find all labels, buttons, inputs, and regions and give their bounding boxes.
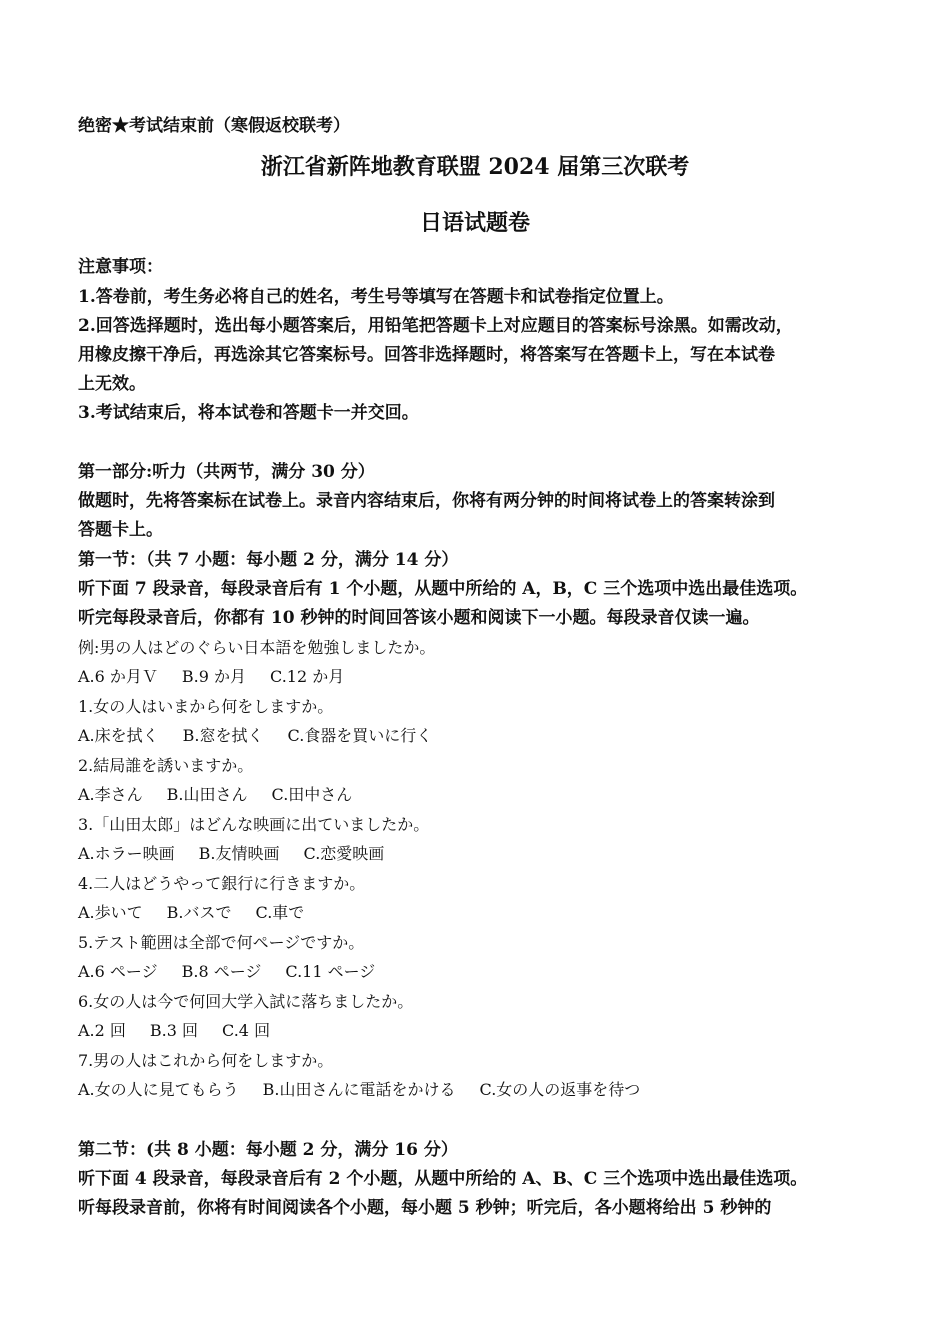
example-option-a: A.6 か月Ｖ (78, 667, 158, 686)
question-7-option-a: A.女の人に見てもらう (78, 1080, 239, 1099)
question-2-option-b: B.山田さん (166, 785, 248, 804)
question-3-options (78, 844, 384, 863)
question-5-option-a: A.6 ページ (78, 962, 158, 981)
question-3-option-c: C.恋愛映画 (303, 844, 385, 863)
question-4-options (78, 903, 304, 922)
example-options (78, 667, 344, 686)
section2-instruction-line-2: 听每段录音前，你将有时间阅读各个小题，每小题 5 秒钟；听完后，各小题将给出 5 秒钟的 (78, 1198, 772, 1218)
section2-instruction-line-1: 听下面 4 段录音，每段录音后有 2 个小题，从题中所给的 A、B、C 三个选项中选出最佳选项。 (78, 1169, 808, 1189)
notes-item-2-line-1: 2.回答选择题时，选出每小题答案后，用铅笔把答题卡上对应题目的答案标号涂黑。如需改动， (78, 316, 793, 336)
question-2-option-c: C.田中さん (271, 785, 353, 804)
example-question: 例:男の人はどのぐらい日本語を勉強しましたか。 (78, 638, 436, 657)
question-1-option-a: A.床を拭く (78, 726, 159, 745)
question-3-option-b: B.友情映画 (198, 844, 280, 863)
section1-instruction-line-1: 听下面 7 段录音，每段录音后有 1 个小题，从题中所给的 A，B，C 三个选项中选出最佳选项。 (78, 579, 808, 599)
question-2-option-a: A.李さん (78, 785, 143, 804)
question-3-option-a: A.ホラー映画 (78, 844, 175, 863)
exam-title: 浙江省新阵地教育联盟 2024 届第三次联考 (260, 154, 690, 180)
question-3: 3.「山田太郎」はどんな映画に出ていましたか。 (78, 815, 430, 834)
question-1-options (78, 726, 432, 745)
notes-item-3: 3.考试结束后，将本试卷和答题卡一并交回。 (78, 403, 419, 423)
question-4: 4.二人はどうやって銀行に行きますか。 (78, 874, 366, 893)
question-4-option-c: C.車で (255, 903, 305, 922)
part1-heading: 第一部分:听力（共两节，满分 30 分） (78, 462, 375, 482)
question-1-option-b: B.窓を拭く (182, 726, 264, 745)
question-6-option-a: A.2 回 (78, 1021, 126, 1040)
section1-heading: 第一节：（共 7 小题：每小题 2 分，满分 14 分） (78, 550, 459, 570)
question-7-options (78, 1080, 640, 1099)
question-4-option-b: B.バスで (166, 903, 232, 922)
exam-subtitle: 日语试题卷 (419, 210, 530, 236)
question-7-option-b: B.山田さんに電話をかける (262, 1080, 456, 1099)
question-5-options (78, 962, 375, 981)
question-4-option-a: A.歩いて (78, 903, 143, 922)
question-2: 2.結局誰を誘いますか。 (78, 756, 254, 775)
part1-intro-line-1: 做题时，先将答案标在试卷上。录音内容结束后，你将有两分钟的时间将试卷上的答案转涂到 (78, 491, 775, 511)
notes-heading: 注意事项： (78, 257, 163, 277)
section2-heading: 第二节：(共 8 小题：每小题 2 分，满分 16 分） (78, 1140, 458, 1160)
question-2-options (78, 785, 352, 804)
question-5-option-c: C.11 ページ (285, 962, 376, 981)
question-7: 7.男の人はこれから何をしますか。 (78, 1051, 334, 1070)
example-option-c: C.12 か月 (270, 667, 345, 686)
question-5: 5.テスト範囲は全部で何ページですか。 (78, 933, 365, 952)
question-6-options (78, 1021, 270, 1040)
notes-item-2-line-3: 上无效。 (78, 374, 146, 394)
example-option-b: B.9 か月 (181, 667, 247, 686)
question-5-option-b: B.8 ページ (181, 962, 262, 981)
question-1: 1.女の人はいまから何をしますか。 (78, 697, 334, 716)
question-6-option-c: C.4 回 (222, 1021, 271, 1040)
question-7-option-c: C.女の人の返事を待つ (479, 1080, 641, 1099)
part1-intro-line-2: 答题卡上。 (78, 520, 163, 540)
question-6: 6.女の人は今で何回大学入試に落ちましたか。 (78, 992, 414, 1011)
question-1-option-c: C.食器を買いに行く (287, 726, 433, 745)
confidential-label: 绝密★考试结束前（寒假返校联考） (78, 116, 350, 136)
notes-item-2-line-2: 用橡皮擦干净后，再选涂其它答案标号。回答非选择题时，将答案写在答题卡上，写在本试卷 (78, 345, 775, 365)
question-6-option-b: B.3 回 (149, 1021, 199, 1040)
section1-instruction-line-2: 听完每段录音后，你都有 10 秒钟的时间回答该小题和阅读下一小题。每段录音仅读一遍。 (78, 608, 760, 628)
notes-item-1: 1.答卷前，考生务必将自己的姓名，考生号等填写在答题卡和试卷指定位置上。 (78, 287, 674, 307)
